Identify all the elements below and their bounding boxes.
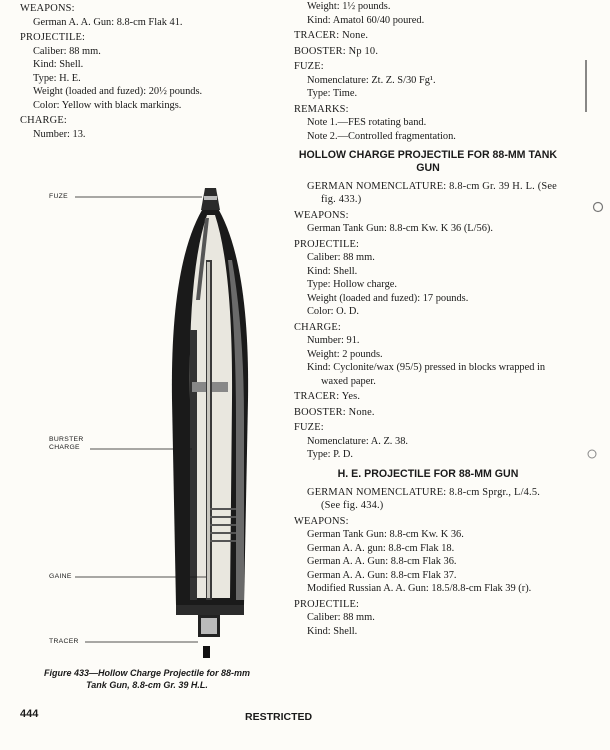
field-line: Weight: 1½ pounds.: [307, 1, 391, 12]
field-heading: BOOSTER: None.: [294, 406, 375, 418]
field-heading: PROJECTILE:: [20, 32, 86, 44]
field-heading: PROJECTILE:: [294, 598, 360, 610]
field-line: Type: P. D.: [307, 449, 354, 461]
field-line: Kind: Shell.: [33, 59, 84, 71]
field-line: German A. A. Gun: 8.8-cm Flak 36.: [307, 556, 457, 568]
field-line: Nomenclature: Zt. Z. S/30 Fg¹.: [307, 74, 436, 86]
field-line: Nomenclature: A. Z. 38.: [307, 435, 408, 447]
field-heading: WEAPONS:: [294, 209, 349, 221]
restricted-marking: RESTRICTED: [245, 711, 313, 723]
field-line: Number: 91.: [307, 335, 360, 347]
section-heading: HOLLOW CHARGE PROJECTILE FOR 88-MM TANK GUN: [298, 149, 558, 174]
field-line: Note 1.—FES rotating band.: [307, 117, 427, 129]
field-line: Weight: 2 pounds.: [307, 348, 383, 360]
field-line: German A. A. Gun: 8.8-cm Flak 41.: [33, 16, 183, 28]
field-line: Kind: Shell.: [307, 625, 358, 637]
field-line: Kind: Shell.: [307, 265, 358, 277]
field-line: Color: O. D.: [307, 306, 359, 318]
field-line: Kind: Amatol 60/40 poured.: [307, 14, 425, 26]
field-heading: WEAPONS:: [294, 515, 349, 527]
field-heading: FUZE:: [294, 61, 324, 73]
fuze-label: FUZE: [49, 193, 68, 200]
field-line: Weight (loaded and fuzed): 17 pounds.: [307, 292, 469, 304]
field-heading: CHARGE:: [20, 115, 68, 127]
page-number: 444: [20, 708, 39, 720]
field-line: German Tank Gun: 8.8-cm Kw. K 36.: [307, 529, 464, 541]
field-line: German A. A. gun: 8.8-cm Flak 18.: [307, 542, 455, 554]
field-line: German A. A. Gun: 8.8-cm Flak 37.: [307, 569, 457, 581]
figure-caption-line2: Tank Gun, 8.8-cm Gr. 39 H.L.: [86, 679, 208, 690]
field-line: German Tank Gun: 8.8-cm Kw. K 36 (L/56).: [307, 223, 493, 235]
field-heading: TRACER: None.: [294, 30, 369, 42]
figure-caption: [22, 668, 272, 691]
field-line: Caliber: 88 mm.: [33, 45, 101, 57]
field-line: Number: 13.: [33, 128, 86, 140]
field-line: Weight (loaded and fuzed): 20½ pounds.: [33, 86, 203, 98]
field-line: Modified Russian A. A. Gun: 18.5/8.8-cm Flak 39 (r).: [307, 583, 532, 595]
field-heading: TRACER: Yes.: [294, 391, 361, 403]
section-heading: H. E. PROJECTILE FOR 88-MM GUN: [337, 467, 519, 480]
burster-charge-label: BURSTER CHARGE: [49, 436, 84, 451]
field-line: Type: Time.: [307, 88, 358, 100]
field-line: Note 2.—Controlled fragmentation.: [307, 130, 456, 142]
field-line: Color: Yellow with black markings.: [33, 99, 182, 111]
gaine-label: GAINE: [49, 573, 72, 580]
field-line: Kind: Cyclonite/wax (95/5) pressed in blocks wrapped in waxed paper.: [307, 362, 546, 387]
field-line: Type: H. E.: [33, 72, 81, 84]
field-heading: FUZE:: [294, 422, 324, 434]
field-line: Type: Hollow charge.: [307, 279, 397, 291]
field-heading: GERMAN NOMENCLATURE: 8.8-cm Gr. 39 H. L. (See fig. 433.): [307, 180, 557, 206]
field-heading: GERMAN NOMENCLATURE: 8.8-cm Sprgr., L/4.5. (See fig. 434.): [307, 486, 541, 512]
figure-caption-line1: Figure 433—Hollow Charge Projectile for 88-mm: [43, 668, 251, 678]
field-heading: CHARGE:: [294, 321, 342, 333]
field-heading: WEAPONS:: [20, 3, 75, 14]
field-heading: REMARKS:: [294, 103, 349, 115]
field-heading: BOOSTER: Np 10.: [294, 45, 379, 57]
field-heading: PROJECTILE:: [294, 238, 360, 250]
tracer-label: TRACER: [49, 638, 79, 645]
field-line: Caliber: 88 mm.: [307, 252, 375, 264]
field-line: Caliber: 88 mm.: [307, 612, 375, 624]
